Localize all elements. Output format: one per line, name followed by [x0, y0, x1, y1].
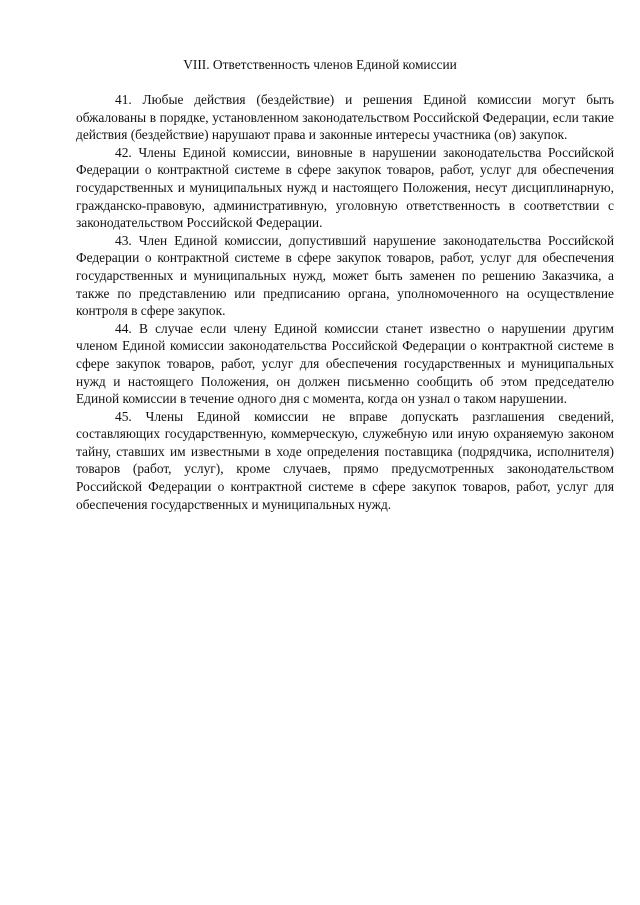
paragraph-44: 44. В случае если члену Единой комиссии станет известно о нарушении другим членом Единой комиссии законодательства Российской Федерации о контрактной системе в сфере закупок товаров, работ, услуг для обеспечения государственных и муниципальных нужд и настоящего Положения, он должен письменно сообщить об этом председателю Единой комиссии в течение одного дня с момента, когда он узнал о таком нарушении. — [76, 320, 614, 407]
paragraph-45: 45. Члены Единой комиссии не вправе допускать разглашения сведений, составляющих государственную, коммерческую, служебную или иную охраняемую законом тайну, ставших им известными в ходе определения поставщика (подрядчика, исполнителя) товаров (работ, услуг), кроме случаев, прямо предусмотренных законодательством Российской Федерации о контрактной системе в сфере закупок товаров, работ, услуг для обеспечения государственных и муниципальных нужд. — [76, 408, 614, 512]
paragraph-43: 43. Член Единой комиссии, допустивший нарушение законодательства Российской Федерации о контрактной системе в сфере закупок товаров, работ, услуг для обеспечения государственных и муниципальных нужд, может быть заменен по решению Заказчика, а также по представлению или предписанию органа, уполномоченного на осуществление контроля в сфере закупок. — [76, 232, 614, 319]
section-title: VIII. Ответственность членов Единой комиссии — [183, 57, 457, 72]
paragraph-42: 42. Члены Единой комиссии, виновные в нарушении законодательства Российской Федерации о контрактной системе в сфере закупок товаров, работ, услуг для обеспечения государственных и муниципальных нужд и настоящего Положения, несут дисциплинарную, гражданско-правовую, административную, уголовную ответственность в соответствии с законодательством Российской Федерации. — [76, 144, 614, 231]
document-body — [76, 91, 614, 513]
paragraph-41: 41. Любые действия (бездействие) и решения Единой комиссии могут быть обжалованы в порядке, установленном законодательством Российской Федерации, если такие действия (бездействие) нарушают права и законные интересы участника (ов) закупок. — [76, 92, 614, 143]
